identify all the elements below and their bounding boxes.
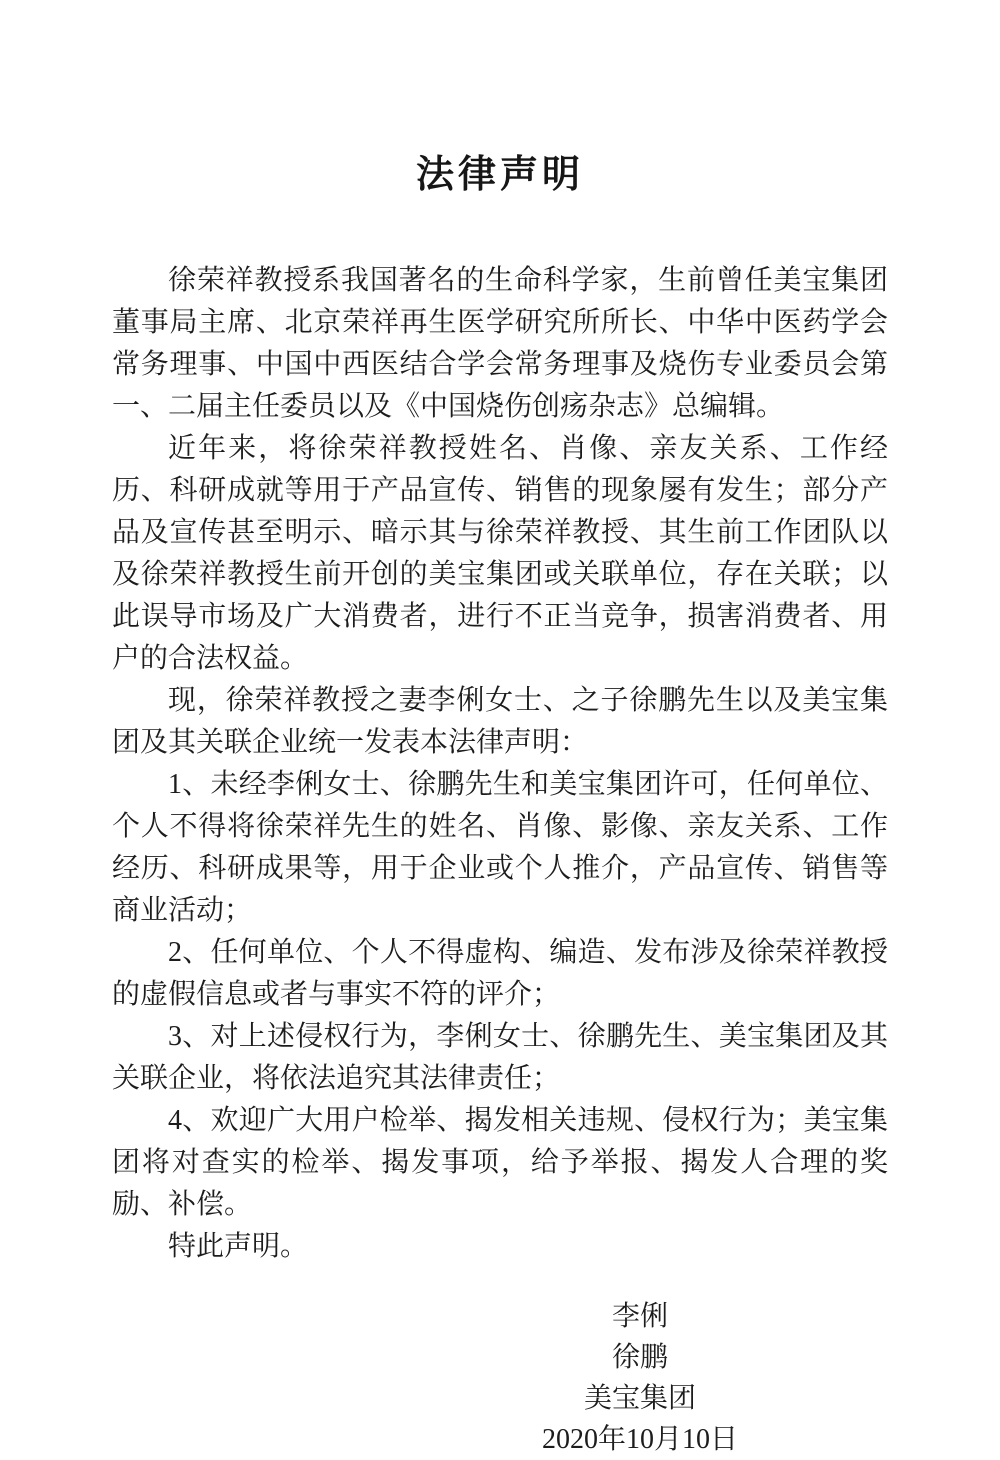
signature-line: 徐鹏 (611, 1342, 668, 1373)
page-title: 法律声明 (415, 154, 584, 196)
signature-line: 李俐 (611, 1301, 668, 1332)
paragraph: 徐荣祥教授系我国著名的生命科学家，生前曾任美宝集团董事局主席、北京荣祥再生医学研究所所长、中华中医药学会常务理事、中国中西医结合学会常务理事及烧伤专业委员会第一、二届主任委员以及《中国烧伤创疡杂志》总编辑。 (112, 265, 888, 422)
paragraph: 1、未经李俐女士、徐鹏先生和美宝集团许可，任何单位、个人不得将徐荣祥先生的姓名、肖像、影像、亲友关系、工作经历、科研成果等，用于企业或个人推介，产品宣传、销售等商业活动； (112, 769, 888, 926)
signature-block (490, 1296, 790, 1419)
paragraph: 3、对上述侵权行为，李俐女士、徐鹏先生、美宝集团及其关联企业，将依法追究其法律责任； (112, 1021, 888, 1094)
signature-line: 美宝集团 (583, 1383, 696, 1414)
paragraph: 2、任何单位、个人不得虚构、编造、发布涉及徐荣祥教授的虚假信息或者与事实不符的评介； (112, 937, 888, 1010)
paragraph: 特此声明。 (168, 1231, 309, 1262)
paragraph: 4、欢迎广大用户检举、揭发相关违规、侵权行为；美宝集团将对查实的检举、揭发事项，给予举报、揭发人合理的奖励、补偿。 (112, 1105, 888, 1220)
paragraph: 近年来，将徐荣祥教授姓名、肖像、亲友关系、工作经历、科研成就等用于产品宣传、销售的现象屡有发生；部分产品及宣传甚至明示、暗示其与徐荣祥教授、其生前工作团队以及徐荣祥教授生前开创的美宝集团或关联单位，存在关联；以此误导市场及广大消费者，进行不正当竞争，损害消费者、用户的合法权益。 (112, 433, 888, 674)
paragraph: 现，徐荣祥教授之妻李俐女士、之子徐鹏先生以及美宝集团及其关联企业统一发表本法律声明： (112, 685, 888, 758)
date-line: 2020年10月10日 (541, 1424, 738, 1455)
document-body (112, 260, 888, 1268)
